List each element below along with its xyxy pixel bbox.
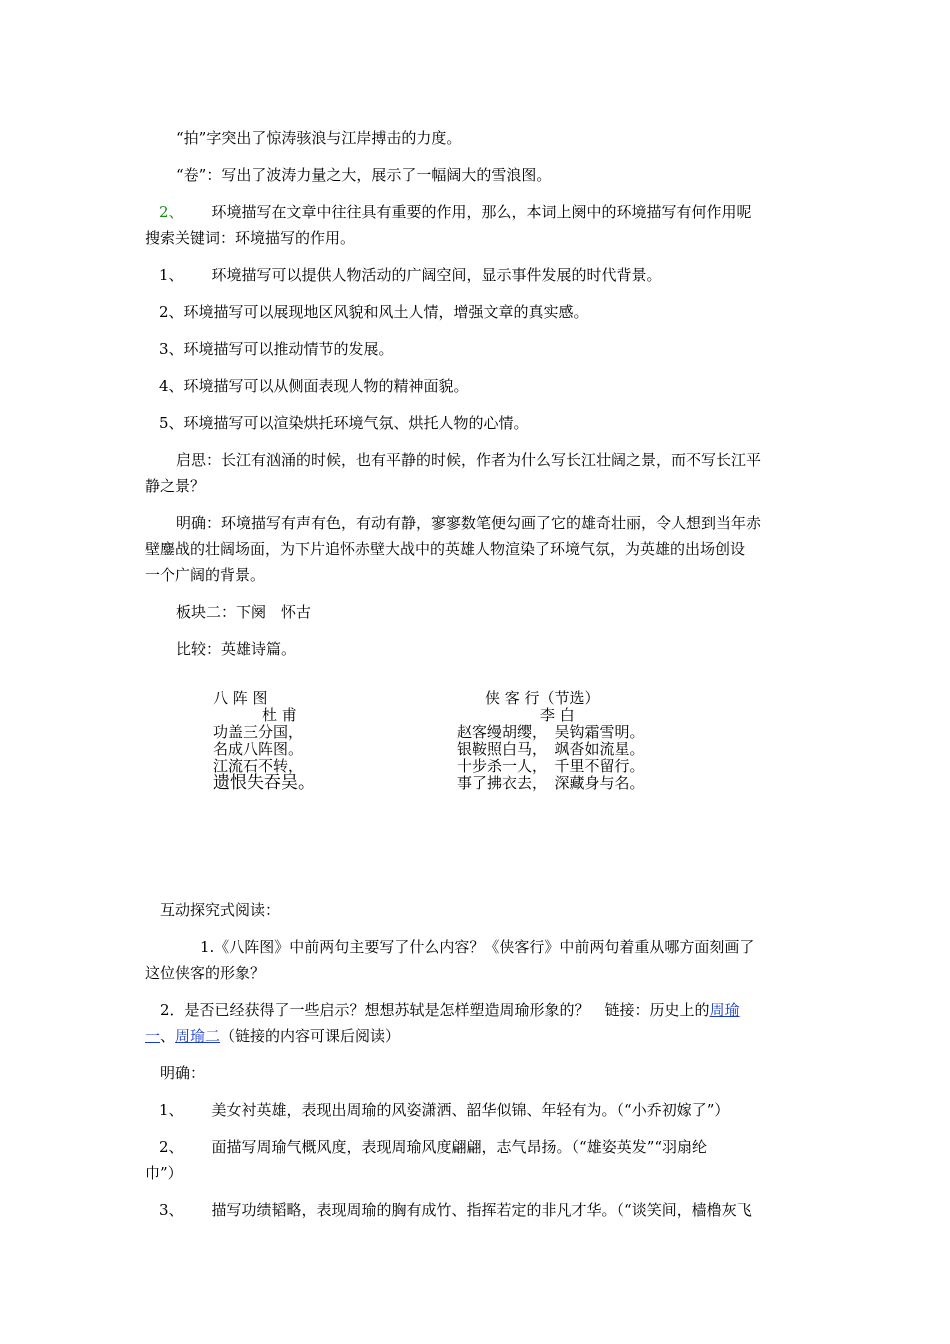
link-note: （链接的内容可课后阅读） (220, 1027, 401, 1045)
poem-line: 赵客缦胡缨， 吴钩霜雪明。 (457, 723, 645, 741)
poem-line: 事了拂衣去， 深藏身与名。 (457, 774, 645, 792)
item-text: 面描写周瑜气概风度，表现周瑜风度翩翩，志气昂扬。（“雄姿英发”“羽扇纶 (211, 1138, 708, 1156)
mingque-line: 壁鏖战的壮阔场面，为下片追怀赤壁大战中的英雄人物渲染了环境气氛，为英雄的出场创设 (145, 540, 746, 558)
question-number: 2、 (159, 203, 184, 221)
list-item (145, 265, 810, 285)
question-line (160, 1000, 810, 1020)
link-zhouyu-1-cont[interactable]: 一 (145, 1027, 161, 1045)
item-number: 3、 (159, 1201, 184, 1219)
item-text: 环境描写可以提供人物活动的广阔空间，显示事件发展的时代背景。 (211, 266, 662, 284)
mingque-label: 明确： (160, 1064, 206, 1082)
poem-line: 名成八阵图。 (213, 740, 304, 758)
poem-title: 八 阵 图 (213, 689, 268, 707)
mingque-line: 一个广阔的背景。 (145, 566, 266, 584)
text-line: “卷”：写出了波涛力量之大，展示了一幅阔大的雪浪图。 (176, 166, 552, 184)
section-heading: 板块二：下阕 怀古 (176, 603, 312, 621)
poem-line: 十步杀一人， 千里不留行。 (457, 757, 645, 775)
poem-author: 李 白 (540, 706, 575, 724)
list-item: 5、环境描写可以渲染烘托环境气氛、烘托人物的心情。 (159, 414, 529, 432)
link-zhouyu-1[interactable]: 周瑜 (709, 1001, 740, 1019)
compare-line: 比较：英雄诗篇。 (176, 640, 297, 658)
question-line (145, 1026, 810, 1046)
poem-line (213, 775, 315, 792)
qisi-line: 启思：长江有汹涌的时候，也有平静的时候，作者为什么写长江壮阔之景，而不写长江平 (176, 451, 762, 469)
question-text: 环境描写在文章中往往具有重要的作用，那么，本词上阕中的环境描写有何作用呢 (211, 203, 752, 221)
item-text: 描写功绩韬略，表现周瑜的胸有成竹、指挥若定的非凡才华。（“谈笑间，樯橹灰飞 (211, 1201, 752, 1219)
text-line: “拍”字突出了惊涛骇浪与江岸搏击的力度。 (176, 129, 462, 147)
list-item: 4、环境描写可以从侧面表现人物的精神面貌。 (159, 377, 469, 395)
poem-line: 功盖三分国， (213, 723, 304, 741)
question-line: 1.《八阵图》中前两句主要写了什么内容？《侠客行》中前两句着重从哪方面刻画了 (200, 938, 755, 956)
item-text: 美女衬英雄，表现出周瑜的风姿潇洒、韶华似锦、年轻有为。（“小乔初嫁了”） (211, 1101, 730, 1119)
poem-line-text: 遗恨失吞吴。 (213, 773, 315, 793)
list-item-cont: 巾”） (145, 1164, 183, 1182)
list-item (145, 1137, 810, 1157)
search-keyword-line: 搜索关键词：环境描写的作用。 (145, 229, 356, 247)
section-heading: 互动探究式阅读： (160, 901, 281, 919)
link-zhouyu-2[interactable]: 周瑜二 (175, 1027, 221, 1045)
separator: 、 (160, 1027, 176, 1045)
poem-line: 江流石不转， (213, 757, 304, 775)
poem-line: 银鞍照白马， 飒沓如流星。 (457, 740, 645, 758)
list-item (145, 1200, 810, 1220)
poem-author: 杜 甫 (262, 706, 297, 724)
list-item: 3、环境描写可以推动情节的发展。 (159, 340, 394, 358)
list-item: 2、环境描写可以展现地区风貌和风土人情，增强文章的真实感。 (159, 303, 589, 321)
question-text: 2．是否已经获得了一些启示？想想苏轼是怎样塑造周瑜形象的？ 链接：历史上的 (160, 1001, 710, 1019)
item-number: 1、 (159, 266, 184, 284)
question-2 (145, 202, 810, 222)
qisi-line: 静之景？ (145, 477, 206, 495)
item-number: 1、 (159, 1101, 184, 1119)
item-number: 2、 (159, 1138, 184, 1156)
question-line: 这位侠客的形象？ (145, 964, 266, 982)
poem-title: 侠 客 行（节选） (485, 689, 600, 707)
list-item (145, 1100, 810, 1120)
mingque-line: 明确：环境描写有声有色，有动有静，寥寥数笔便勾画了它的雄奇壮丽，令人想到当年赤 (176, 514, 762, 532)
